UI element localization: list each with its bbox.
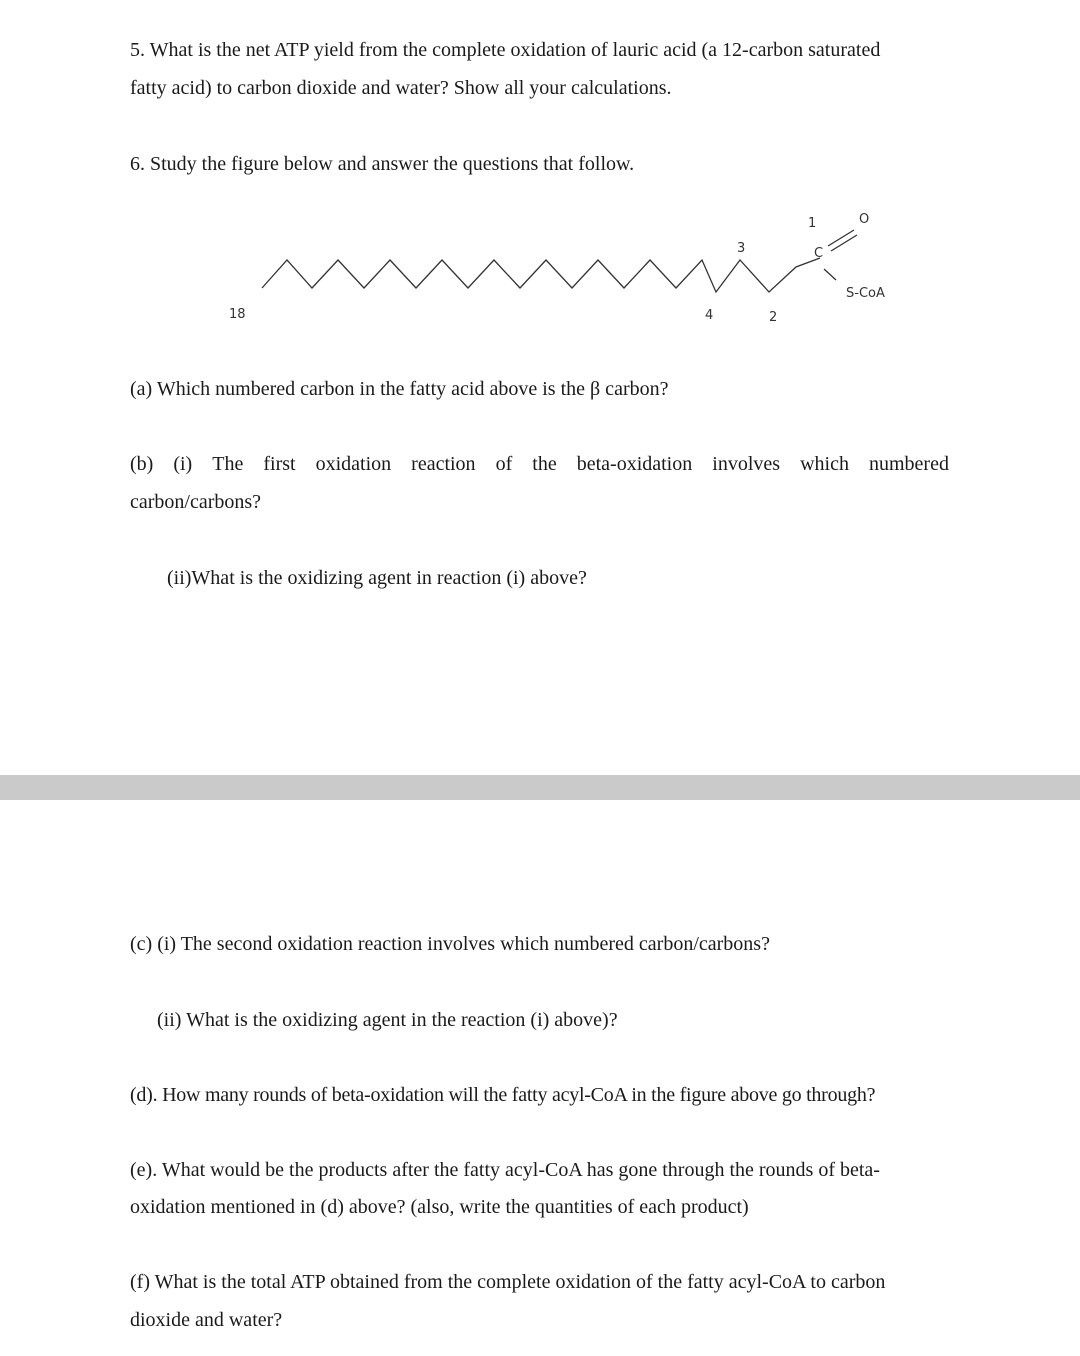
question-6e-line-2: oxidation mentioned in (d) above? (also, write the quantities of each product) [130, 1196, 749, 1218]
word: beta-oxidation [576, 453, 693, 475]
word: the [532, 453, 557, 475]
word: (b) [130, 453, 154, 475]
question-6c-i: (c) (i) The second oxidation reaction involves which numbered carbon/carbons? [130, 933, 770, 955]
word: (i) [173, 453, 193, 475]
atom-o: O [859, 212, 870, 227]
label-carbon-4: 4 [705, 308, 714, 323]
question-6f-line-1: (f) What is the total ATP obtained from the complete oxidation of the fatty acyl-CoA to carbon [130, 1271, 886, 1293]
carbon-chain [262, 258, 820, 292]
atom-c: C [814, 246, 824, 261]
document-page-2 [0, 800, 1080, 1356]
label-carbon-3: 3 [737, 241, 746, 256]
label-carbon-1: 1 [808, 216, 817, 231]
question-6b-i-line-2: carbon/carbons? [130, 491, 262, 513]
carbonyl-double-bond-b [831, 235, 857, 251]
word: reaction [411, 453, 476, 475]
thioester-bond [824, 269, 836, 280]
fatty-acyl-coa-figure [0, 200, 1080, 340]
word: involves [712, 453, 781, 475]
question-6b-ii: (ii)What is the oxidizing agent in reaction (i) above? [167, 567, 587, 589]
word: oxidation [315, 453, 392, 475]
question-6e-line-1: (e). What would be the products after the fatty acyl-CoA has gone through the rounds of beta- [130, 1159, 880, 1181]
label-carbon-18: 18 [229, 307, 246, 322]
word: first [263, 453, 296, 475]
label-carbon-2: 2 [769, 310, 778, 325]
word: which [800, 453, 849, 475]
page-separator [0, 775, 1080, 800]
question-6-intro: 6. Study the figure below and answer the questions that follow. [130, 153, 635, 175]
question-5-line-1: 5. What is the net ATP yield from the complete oxidation of lauric acid (a 12-carbon saturated [130, 39, 881, 61]
group-s-coa: S-CoA [846, 286, 885, 301]
question-6b-i-line-1 [130, 452, 949, 476]
question-6f-line-2: dioxide and water? [130, 1309, 283, 1331]
question-6c-ii: (ii) What is the oxidizing agent in the reaction (i) above)? [157, 1009, 618, 1031]
question-6d: (d). How many rounds of beta-oxidation will the fatty acyl-CoA in the figure above go through? [130, 1084, 876, 1106]
word: numbered [868, 453, 949, 475]
word: of [495, 453, 513, 475]
question-5-line-2: fatty acid) to carbon dioxide and water? Show all your calculations. [130, 77, 672, 99]
carbonyl-double-bond-a [828, 230, 854, 246]
question-6a: (a) Which numbered carbon in the fatty acid above is the β carbon? [130, 378, 669, 400]
word: The [212, 453, 244, 475]
